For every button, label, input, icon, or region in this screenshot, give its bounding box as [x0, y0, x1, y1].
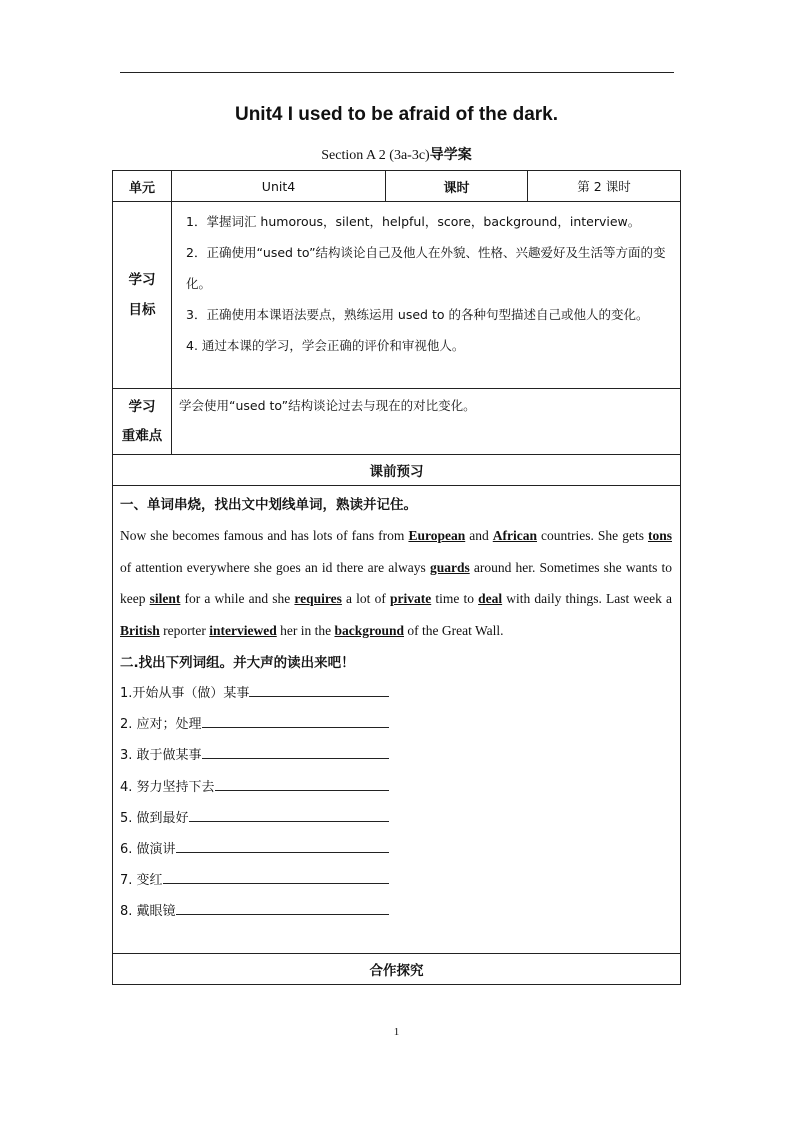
phrase-item — [120, 709, 672, 740]
phrase-list — [120, 678, 672, 928]
underlined-word: European — [408, 528, 466, 543]
phrase-item — [120, 740, 672, 771]
phrase-label: 1.开始从事（做）某事 — [120, 686, 250, 701]
study-guide-table — [112, 170, 681, 985]
answer-blank[interactable] — [249, 684, 389, 697]
preview-heading: 课前预习 — [369, 464, 424, 480]
key-points-label-line2: 重难点 — [121, 427, 163, 444]
phrase-item — [120, 896, 672, 927]
underlined-word: private — [389, 591, 432, 606]
objectives-row — [113, 202, 680, 389]
vocabulary-passage: Now she becomes famous and has lots of fans from European and African countries. She gets tons of attention everywhere she goes an id there are always guards around her. Sometimes she wants to keep silent for a while and she requires a lot of private time to deal with daily things. Last week a British reporter interviewed her in the background of the Great Wall. — [120, 528, 673, 638]
key-points-row — [113, 389, 680, 455]
underlined-word: British — [120, 622, 160, 638]
objective-item: 1．掌握词汇 humorous，silent，helpful，score，background，interview。 — [186, 214, 641, 229]
objectives-label — [113, 202, 172, 388]
phrase-label: 7. 变红 — [120, 873, 163, 889]
header-rule — [120, 72, 674, 73]
unit-value: Unit4 — [172, 171, 386, 201]
page-number: 1 — [393, 1026, 400, 1038]
phrase-item — [120, 803, 672, 834]
phrase-item — [120, 772, 672, 803]
cooperation-heading: 合作探究 — [369, 963, 424, 979]
subtitle-prefix: Section A 2 (3a-3c) — [321, 148, 430, 163]
objectives-content — [172, 202, 680, 388]
page-title: Unit4 I used to be afraid of the dark. — [234, 104, 559, 125]
objectives-label-line2: 目标 — [128, 302, 156, 318]
objectives-label-line1: 学习 — [128, 272, 156, 288]
answer-blank[interactable] — [202, 715, 389, 728]
answer-blank[interactable] — [215, 778, 389, 791]
underlined-word: African — [492, 528, 538, 543]
answer-blank[interactable] — [202, 746, 389, 759]
underlined-word: requires — [294, 591, 342, 606]
page-subtitle — [0, 144, 793, 164]
objective-item: 3．正确使用本课语法要点，熟练运用 used to 的各种句型描述自己或他人的变化。 — [186, 307, 649, 322]
underlined-word: background — [334, 622, 404, 638]
phrase-item — [120, 865, 672, 896]
unit-row — [113, 171, 680, 202]
section2-title: 二.找出下列词组。并大声的读出来吧！ — [120, 655, 355, 671]
key-points-label-line1: 学习 — [128, 398, 156, 415]
period-label: 课时 — [386, 171, 528, 201]
preview-content — [113, 486, 680, 953]
underlined-word: tons — [647, 528, 672, 543]
phrase-label: 3. 敢于做某事 — [120, 748, 202, 764]
phrase-label: 2. 应对；处理 — [120, 717, 202, 733]
preview-head-row — [113, 455, 680, 486]
phrase-label: 5. 做到最好 — [120, 810, 189, 826]
underlined-word: silent — [149, 591, 181, 606]
section1-title: 一、单词串烧，找出文中划线单词，熟读并记住。 — [120, 497, 417, 513]
underlined-word: interviewed — [209, 622, 277, 638]
preview-content-row — [113, 486, 680, 954]
phrase-item — [120, 834, 672, 865]
phrase-item — [120, 678, 672, 709]
underlined-word: deal — [478, 591, 503, 606]
answer-blank[interactable] — [176, 840, 389, 853]
phrase-label: 8. 戴眼镜 — [120, 904, 176, 920]
answer-blank[interactable] — [189, 809, 389, 822]
coop-head-row — [113, 954, 680, 984]
underlined-word: guards — [429, 559, 470, 575]
objective-item: 4. 通过本课的学习，学会正确的评价和审视他人。 — [186, 338, 465, 353]
objective-item: 2．正确使用“used to”结构谈论自己及他人在外貌、性格、兴趣爱好及生活等方面的变化。 — [186, 245, 666, 291]
phrase-label: 6. 做演讲 — [120, 842, 176, 858]
phrase-label: 4. 努力坚持下去 — [120, 779, 215, 795]
period-value: 第 2 课时 — [577, 179, 631, 194]
answer-blank[interactable] — [163, 871, 389, 884]
key-points-content: 学会使用“used to”结构谈论过去与现在的对比变化。 — [179, 398, 476, 413]
subtitle-suffix: 导学案 — [429, 147, 472, 163]
key-points-label — [113, 389, 172, 454]
unit-label: 单元 — [113, 171, 172, 201]
answer-blank[interactable] — [176, 902, 389, 915]
